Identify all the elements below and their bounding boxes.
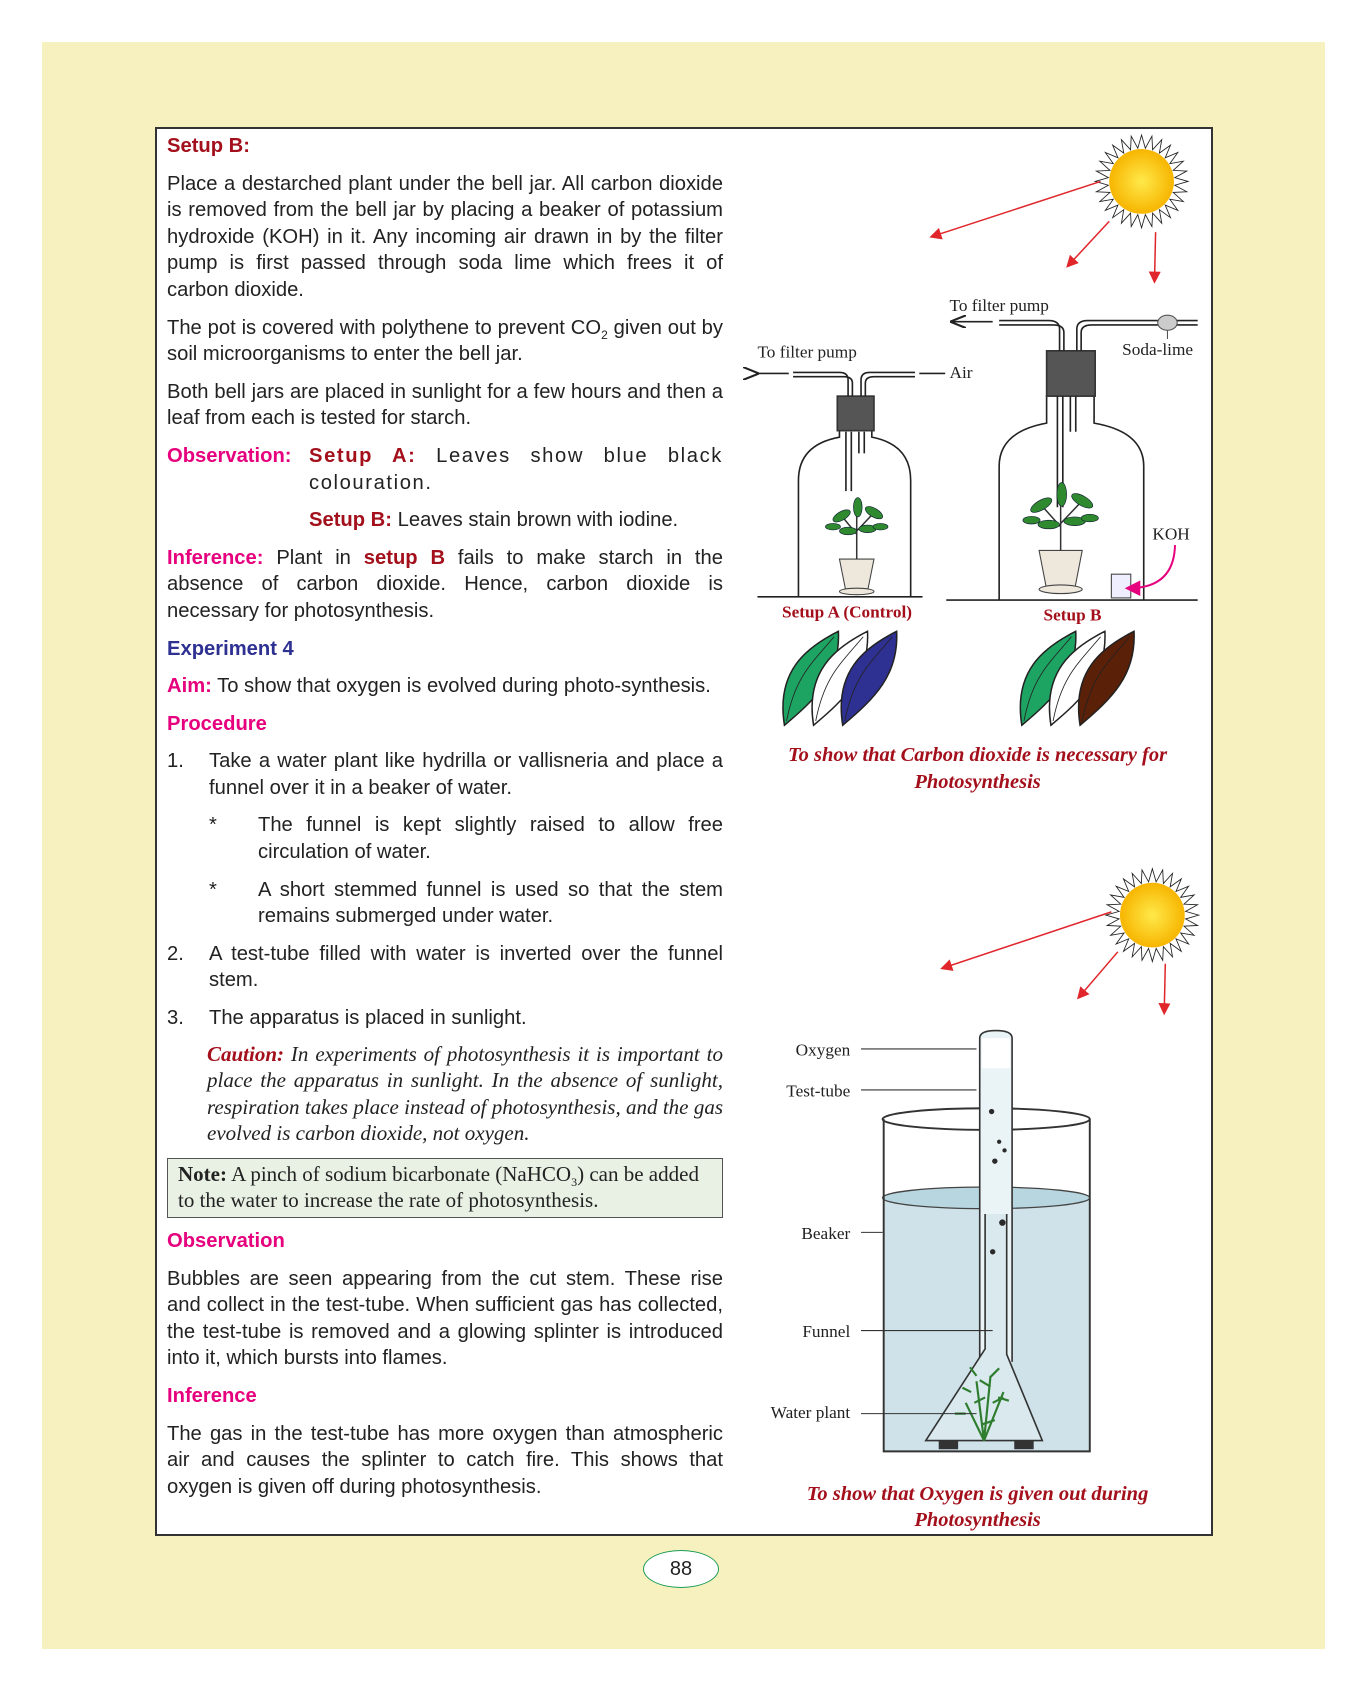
- plant-pot-a-icon: [825, 498, 888, 595]
- sun-icon: [1106, 869, 1199, 962]
- text: fails to make starch in the absence of carbon dioxide. Hence, carbon dioxide is necessary for photosynthesis.: [167, 546, 723, 622]
- label-test-tube: Test-tube: [786, 1081, 851, 1101]
- label-to-filter-pump-b: To filter pump: [949, 295, 1049, 315]
- text: The pot is covered with polythene to prevent CO: [167, 316, 602, 339]
- subscript: 3: [571, 1175, 578, 1190]
- inference-text: The gas in the test-tube has more oxygen than atmospheric air and causes the splinter to catch fire. This shows that oxygen is given off during photosynthesis.: [167, 1422, 723, 1498]
- step-number: 3.: [167, 1007, 184, 1030]
- text: To show that oxygen is evolved during photo-synthesis.: [211, 675, 711, 698]
- setup-b-label: Setup B:: [309, 509, 392, 532]
- label-to-filter-pump-a: To filter pump: [757, 342, 857, 362]
- observation-text: Bubbles are seen appearing from the cut stem. These rise and collect in the test-tube. When sufficient gas has collected, the test-tube is removed and a glowing splinter is introduced into it, which bursts into flames.: [167, 1267, 723, 1370]
- highlight: setup B: [363, 546, 446, 569]
- leaves-setup-b: [1020, 631, 1134, 725]
- step-text: A test-tube filled with water is inverted over the funnel stem.: [209, 942, 723, 992]
- inference-label: Inference:: [167, 546, 264, 569]
- label-water-plant: Water plant: [770, 1402, 851, 1422]
- subscript: 2: [601, 327, 608, 342]
- bullet-text: The funnel is kept slightly raised to allow free circulation of water.: [258, 814, 723, 864]
- setup-a-label: Setup A:: [309, 444, 417, 467]
- procedure-heading: Procedure: [167, 712, 267, 735]
- text: Leaves show blue black colouration.: [309, 444, 723, 494]
- setup-b-paragraph-1: Place a destarched plant under the bell jar. All carbon dioxide is removed from the bell jar by placing a beaker of potassium hydroxide (KOH) in it. Any incoming air drawn in by the filter pump is first passed through soda lime which frees it of carbon dioxide.: [167, 172, 723, 301]
- inference-heading: Inference: [167, 1384, 257, 1407]
- setup-b-paragraph-3: Both bell jars are placed in sunlight for a few hours and then a leaf from each is tested for starch.: [167, 380, 723, 430]
- label-soda-lime: Soda-lime: [1122, 340, 1194, 360]
- observation-label: Observation:: [167, 444, 292, 467]
- label-setup-b: Setup B: [1043, 605, 1102, 625]
- label-setup-a: Setup A (Control): [781, 602, 913, 622]
- figure-1-caption-line-1: To show that Carbon dioxide is necessary for: [788, 743, 1168, 766]
- step-text: The apparatus is placed in sunlight.: [209, 1007, 527, 1030]
- step-text: Take a water plant like hydrilla or vallisneria and place a funnel over it in a beaker of water.: [209, 750, 723, 799]
- text: ) can be added to the water to increase the rate of photosynthesis.: [178, 1162, 699, 1212]
- aim-label: Aim:: [167, 675, 212, 698]
- leaves-setup-a: [783, 631, 897, 725]
- label-beaker: Beaker: [801, 1223, 851, 1243]
- label-air: Air: [949, 362, 973, 382]
- figure-2-caption-line-1: To show that Oxygen is given out during: [806, 1482, 1149, 1505]
- caution-label: Caution:: [207, 1041, 285, 1066]
- figure-1-caption-line-2: Photosynthesis: [914, 770, 1041, 793]
- observation-heading: Observation: [167, 1230, 285, 1252]
- text: A pinch of sodium bicarbonate (NaHCO: [226, 1162, 572, 1186]
- text: In experiments of photosynthesis it is important to place the apparatus in sunlight. In the absence of sunlight, respiration takes place instead of photosynthesis, and the gas evolved is carbon dioxide, not oxygen.: [207, 1041, 723, 1146]
- label-funnel: Funnel: [802, 1322, 851, 1342]
- label-koh: KOH: [1152, 524, 1190, 544]
- figure-2-caption-line-2: Photosynthesis: [914, 1508, 1041, 1531]
- bullet-text: A short stemmed funnel is used so that the stem remains submerged under water.: [258, 878, 723, 928]
- label-oxygen: Oxygen: [795, 1040, 851, 1060]
- bullet-marker: *: [209, 878, 217, 901]
- soda-lime-tube-icon: [1158, 315, 1177, 339]
- text: Plant in: [263, 546, 364, 569]
- note-label: Note:: [178, 1162, 227, 1186]
- text: Leaves stain brown with iodine.: [392, 509, 679, 532]
- page-number: 88: [643, 1550, 719, 1588]
- experiment-4-heading: Experiment 4: [167, 637, 294, 660]
- plant-pot-b-icon: [1023, 482, 1099, 593]
- bullet-marker: *: [209, 814, 217, 837]
- setup-b-heading: Setup B:: [167, 135, 250, 157]
- beaker-apparatus: [883, 1031, 1090, 1452]
- step-number: 1.: [167, 750, 184, 773]
- text: given out by soil microorganisms to enter the bell jar.: [167, 316, 723, 366]
- sun-icon: [1095, 135, 1188, 228]
- step-number: 2.: [167, 942, 184, 965]
